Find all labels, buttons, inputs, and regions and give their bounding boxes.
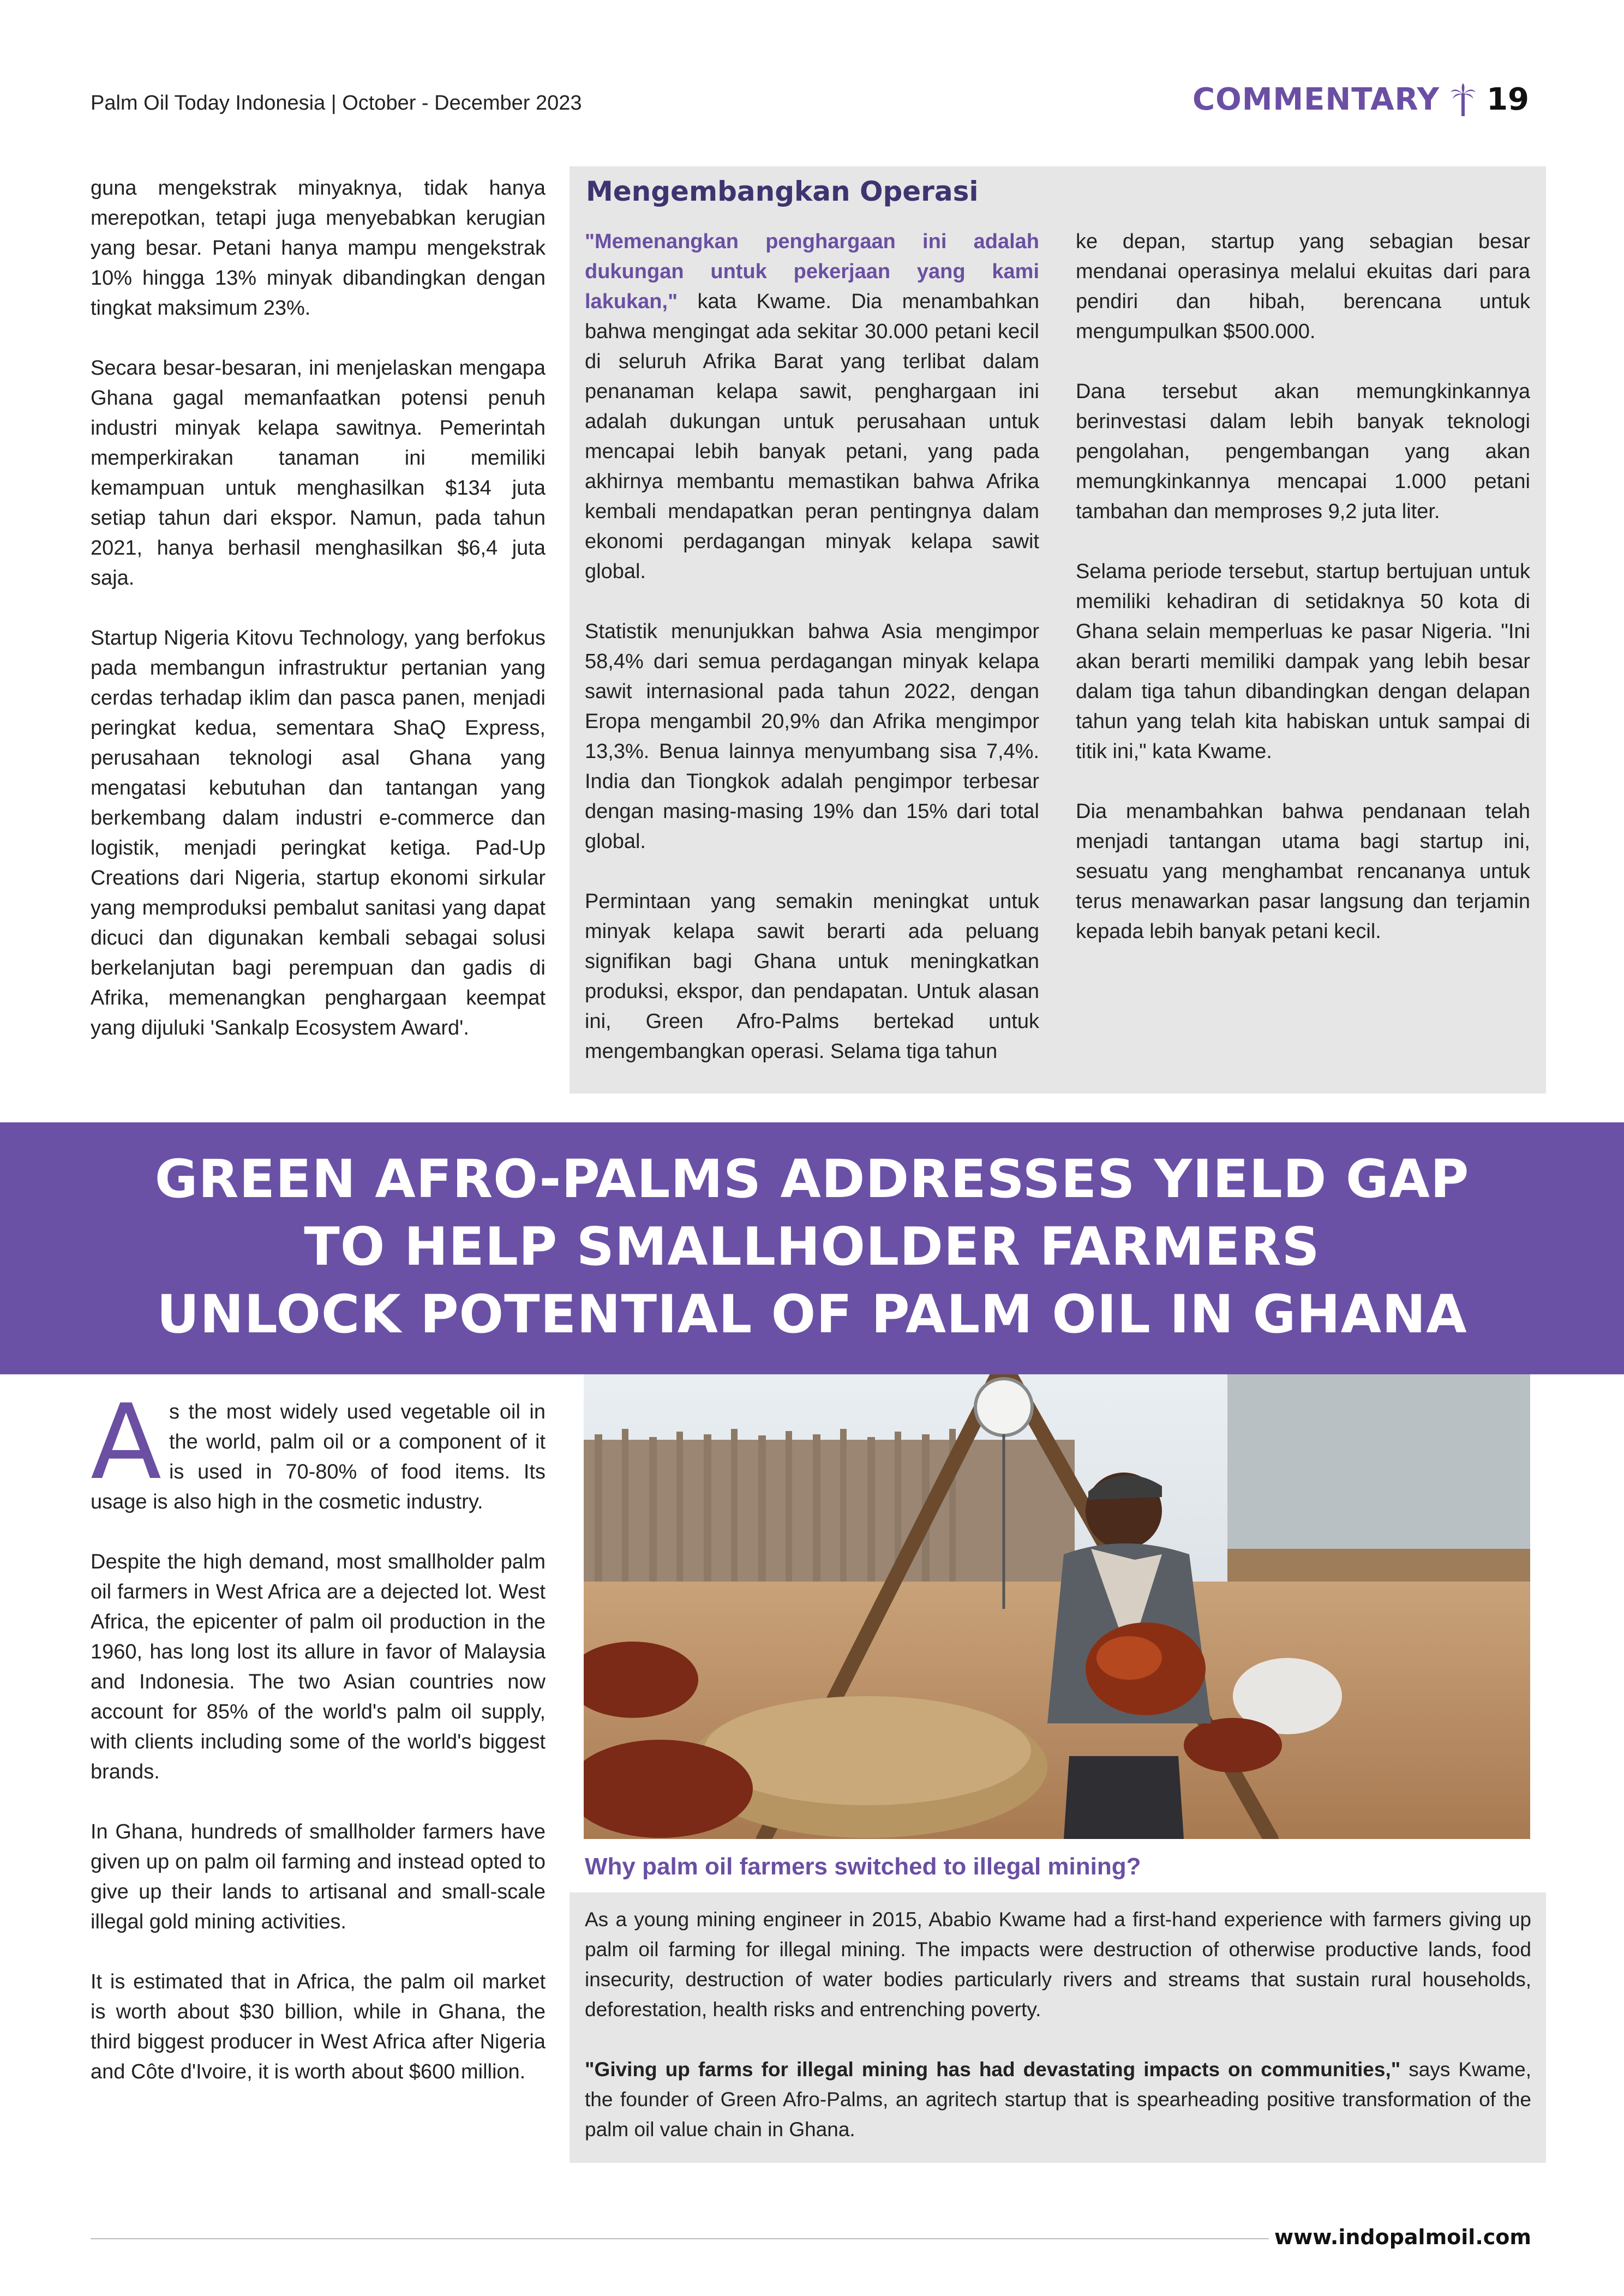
paragraph: In Ghana, hundreds of smallholder farmers have given up on palm oil farming and instead opted to give up their lands to artisanal and small-scale illegal gold mining activities. [91, 1820, 546, 1933]
footer-divider [91, 2238, 1269, 2239]
publication-header: Palm Oil Today Indonesia | October - December 2023 [91, 92, 582, 115]
paragraph: ke depan, startup yang sebagian besar mendanai operasinya melalui ekuitas dari para pendiri dan hibah, berencana untuk mengumpulkan $500.000. [1076, 230, 1530, 343]
sidebar-title: Why palm oil farmers switched to illegal mining? [585, 1853, 1141, 1880]
wooden-fence [584, 1429, 1075, 1587]
photo-illustration [584, 1374, 1530, 1839]
palm-tree-icon [1449, 83, 1477, 116]
operations-right-column [1076, 227, 1530, 947]
paragraph: As a young mining engineer in 2015, Ababio Kwame had a first-hand experience with farmers giving up palm oil farming for illegal mining. The impacts were destruction of otherwise productive lands, food insecurity, destruction of water bodies particularly rivers and streams that sustain rural households, deforestation, health risks and entrenching poverty. [585, 1908, 1531, 2021]
headline-line: TO HELP SMALLHOLDER FARMERS [304, 1216, 1320, 1277]
drop-cap: A [91, 1382, 161, 1502]
operations-mid-column [585, 227, 1039, 1067]
paragraph: Secara besar-besaran, ini menjelaskan mengapa Ghana gagal memanfaatkan potensi penuh industri minyak kelapa sawitnya. Pemerintah memperkirakan tanaman ini memiliki kemampuan untuk menghasilkan $134 juta setiap tahun dari ekspor. Namun, pada tahun 2021, hanya berhasil menghasilkan $6,4 juta saja. [91, 357, 546, 590]
paragraph: Statistik menunjukkan bahwa Asia mengimpor 58,4% dari semua perdagangan minyak kelapa sawit internasional pada tahun 2022, dengan Eropa mengambil 20,9% dan Afrika mengimpor 13,3%. Benua lainnya menyumbang sisa 7,4%. India dan Tiongkok adalah pengimpor terbesar dengan masing-masing 19% dan 15% dari total global. [585, 620, 1039, 853]
headline [0, 1145, 1624, 1348]
headline-line: GREEN AFRO-PALMS ADDRESSES YIELD GAP [154, 1149, 1470, 1210]
lead-text: s the most widely used vegetable oil in the world, palm oil or a component of it is used in 70-80% of food items. Its usage is also high in the cosmetic industry. [91, 1401, 546, 1513]
paragraph: Permintaan yang semakin meningkat untuk minyak kelapa sawit berarti ada peluang signifikan bagi Ghana untuk meningkatkan produksi, ekspor, dan pendapatan. Untuk alasan ini, Green Afro-Palms bertekad untuk mengembangkan operasi. Selama tiga tahun [585, 890, 1039, 1063]
paragraph-rest: kata Kwame. Dia menambahkan bahwa mengingat ada sekitar 30.000 petani kecil di seluruh Afrika Barat yang terlibat dalam penanaman kelapa sawit, penghargaan ini adalah dukungan untuk perusahaan untuk mencapai lebih banyak petani, yang pada akhirnya membantu memastikan bahwa Afrika kembali mendapatkan peran pentingnya dalam ekonomi perdagangan minyak kelapa sawit global. [585, 290, 1039, 583]
sidebar-text [585, 1904, 1531, 2144]
paragraph-rest: says Kwame, the founder of Green Afro-Palms, an agritech startup that is spearheading positive transformation of the palm oil value chain in Ghana. [585, 2058, 1531, 2141]
operations-box-title: Mengembangkan Operasi [586, 176, 979, 207]
paragraph: guna mengekstrak minyaknya, tidak hanya merepotkan, tetapi juga menyebabkan kerugian yang besar. Petani hanya mampu mengekstrak 10% hingga 13% minyak dibandingkan dengan tingkat maksimum 23%. [91, 177, 546, 320]
section-header [1192, 82, 1529, 117]
section-label: COMMENTARY [1192, 82, 1440, 117]
article-left-column [91, 1382, 546, 2087]
paragraph: Startup Nigeria Kitovu Technology, yang berfokus pada membangun infrastruktur pertanian yang cerdas terhadap iklim dan pasca panen, menjadi peringkat kedua, sementara ShaQ Express, perusahaan teknologi asal Ghana yang mengatasi kebutuhan dan tantangan yang berkembang dalam industri e-commerce dan logistik, menjadi peringkat ketiga. Pad-Up Creations dari Nigeria, startup ekonomi sirkular yang memproduksi pembalut sanitasi yang dapat dicuci dan digunakan kembali sebagai solusi berkelanjutan bagi perempuan dan gadis di Afrika, memenangkan penghargaan keempat yang dijuluki 'Sankalp Ecosystem Award'. [91, 627, 546, 1039]
kwame-quote: "Memenangkan penghargaan ini adalah dukungan untuk pekerjaan yang kami lakukan," [585, 230, 1039, 313]
paragraph: It is estimated that in Africa, the palm oil market is worth about $30 billion, while in Ghana, the third biggest producer in West Africa after Nigeria and Côte d'Ivoire, it is worth about $600 million. [91, 1970, 546, 2083]
lead-paragraph [91, 1382, 546, 1517]
paragraph [585, 2054, 1531, 2144]
footer-url[interactable]: www.indopalmoil.com [1274, 2225, 1531, 2249]
farmer-weighing-palm-fruit-photo [584, 1374, 1530, 1839]
sidebar-quote: "Giving up farms for illegal mining has had devastating impacts on communities," [585, 2058, 1401, 2081]
paragraph: Despite the high demand, most smallholder palm oil farmers in West Africa are a dejected lot. West Africa, the epicenter of palm oil production in the 1960, has long lost its allure in favor of Malaysia and Indonesia. The two Asian countries now account for 85% of the world's palm oil supply, with clients including some of the world's biggest brands. [91, 1550, 546, 1783]
paragraph: Selama periode tersebut, startup bertujuan untuk memiliki kehadiran di setidaknya 50 kota di Ghana selain memperluas ke pasar Nigeria. "Ini akan berarti memiliki dampak yang lebih besar dalam tiga tahun dibandingkan dengan delapan tahun yang telah kita habiskan untuk sampai di titik ini," kata Kwame. [1076, 560, 1530, 763]
headline-line: UNLOCK POTENTIAL OF PALM OIL IN GHANA [157, 1284, 1467, 1345]
paragraph: Dana tersebut akan memungkinkannya berinvestasi dalam lebih banyak teknologi pengolahan, pengembangan yang akan memungkinkannya mencapai 1.000 petani tambahan dan memproses 9,2 juta liter. [1076, 380, 1530, 523]
page-number: 19 [1487, 82, 1529, 117]
hanging-scale [975, 1379, 1032, 1435]
top-left-column [91, 173, 546, 1043]
paragraph [585, 227, 1039, 587]
paragraph: Dia menambahkan bahwa pendanaan telah menjadi tantangan utama bagi startup ini, sesuatu yang menghambat rencananya untuk terus menawarkan pasar langsung dan terjamin kepada lebih banyak petani kecil. [1076, 800, 1530, 943]
